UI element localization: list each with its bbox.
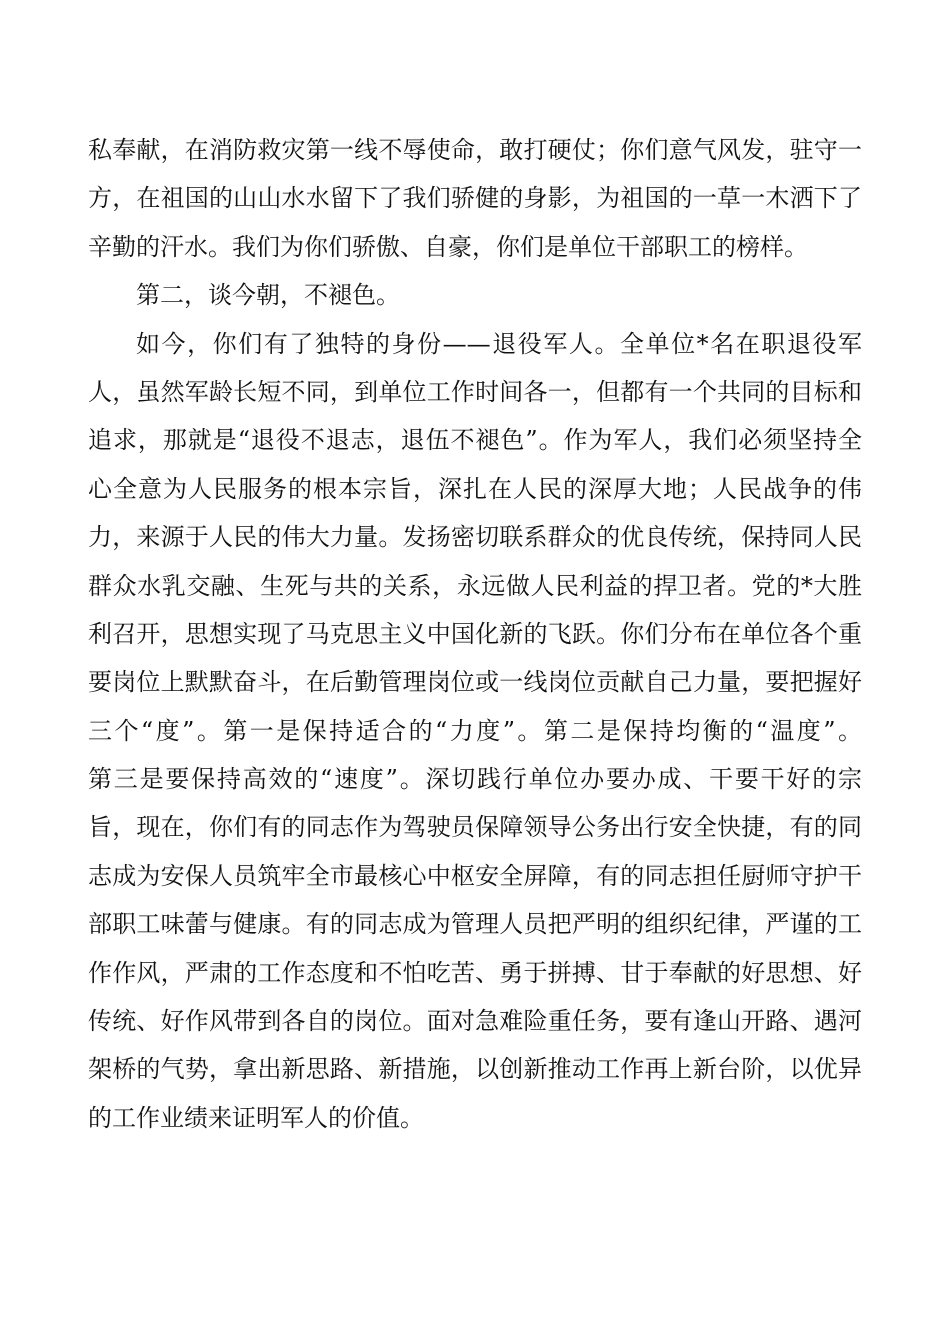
text-line: 第二，谈今朝，不褪色。 xyxy=(136,281,400,310)
text-line: 力，来源于人民的伟大力量。发扬密切联系群众的优良传统，保持同人民 xyxy=(88,523,862,552)
text-line: 心全意为人民服务的根本宗旨，深扎在人民的深厚大地；人民战争的伟 xyxy=(88,474,862,503)
text-line: 传统、好作风带到各自的岗位。面对急难险重任务，要有逢山开路、遇河 xyxy=(88,1007,862,1036)
text-line: 三个“度”。第一是保持适合的“力度”。第二是保持均衡的“温度”。 xyxy=(88,716,862,745)
text-line: 部职工味蕾与健康。有的同志成为管理人员把严明的组织纪律，严谨的工 xyxy=(88,910,862,939)
text-line: 追求，那就是“退役不退志，退伍不褪色”。作为军人，我们必须坚持全 xyxy=(88,426,862,455)
text-line: 架桥的气势，拿出新思路、新措施，以创新推动工作再上新台阶，以优异 xyxy=(88,1055,862,1084)
text-line: 作作风，严肃的工作态度和不怕吃苦、勇于拼搏、甘于奉献的好思想、好 xyxy=(88,958,862,987)
body-text xyxy=(88,126,862,1142)
text-line: 的工作业绩来证明军人的价值。 xyxy=(88,1103,424,1132)
text-line: 要岗位上默默奋斗，在后勤管理岗位或一线岗位贡献自己力量，要把握好 xyxy=(88,668,862,697)
text-line: 私奉献，在消防救灾第一线不辱使命，敢打硬仗；你们意气风发，驻守一 xyxy=(88,136,862,164)
text-line: 群众水乳交融、生死与共的关系，永远做人民利益的捍卫者。党的*大胜 xyxy=(88,571,862,600)
text-line: 利召开，思想实现了马克思主义中国化新的飞跃。你们分布在单位各个重 xyxy=(88,619,862,648)
text-line: 人，虽然军龄长短不同，到单位工作时间各一，但都有一个共同的目标和 xyxy=(88,377,862,406)
text-line: 方，在祖国的山山水水留下了我们骄健的身影，为祖国的一草一木洒下了 xyxy=(88,184,862,213)
text-line: 辛勤的汗水。我们为你们骄傲、自豪，你们是单位干部职工的榜样。 xyxy=(88,232,808,261)
text-line: 旨，现在，你们有的同志作为驾驶员保障领导公务出行安全快捷，有的同 xyxy=(88,813,862,842)
text-line: 志成为安保人员筑牢全市最核心中枢安全屏障，有的同志担任厨师守护干 xyxy=(88,861,862,890)
text-line: 第三是要保持高效的“速度”。深切践行单位办要办成、干要干好的宗 xyxy=(88,765,862,794)
text-line: 如今，你们有了独特的身份——退役军人。全单位*名在职退役军 xyxy=(136,329,862,358)
